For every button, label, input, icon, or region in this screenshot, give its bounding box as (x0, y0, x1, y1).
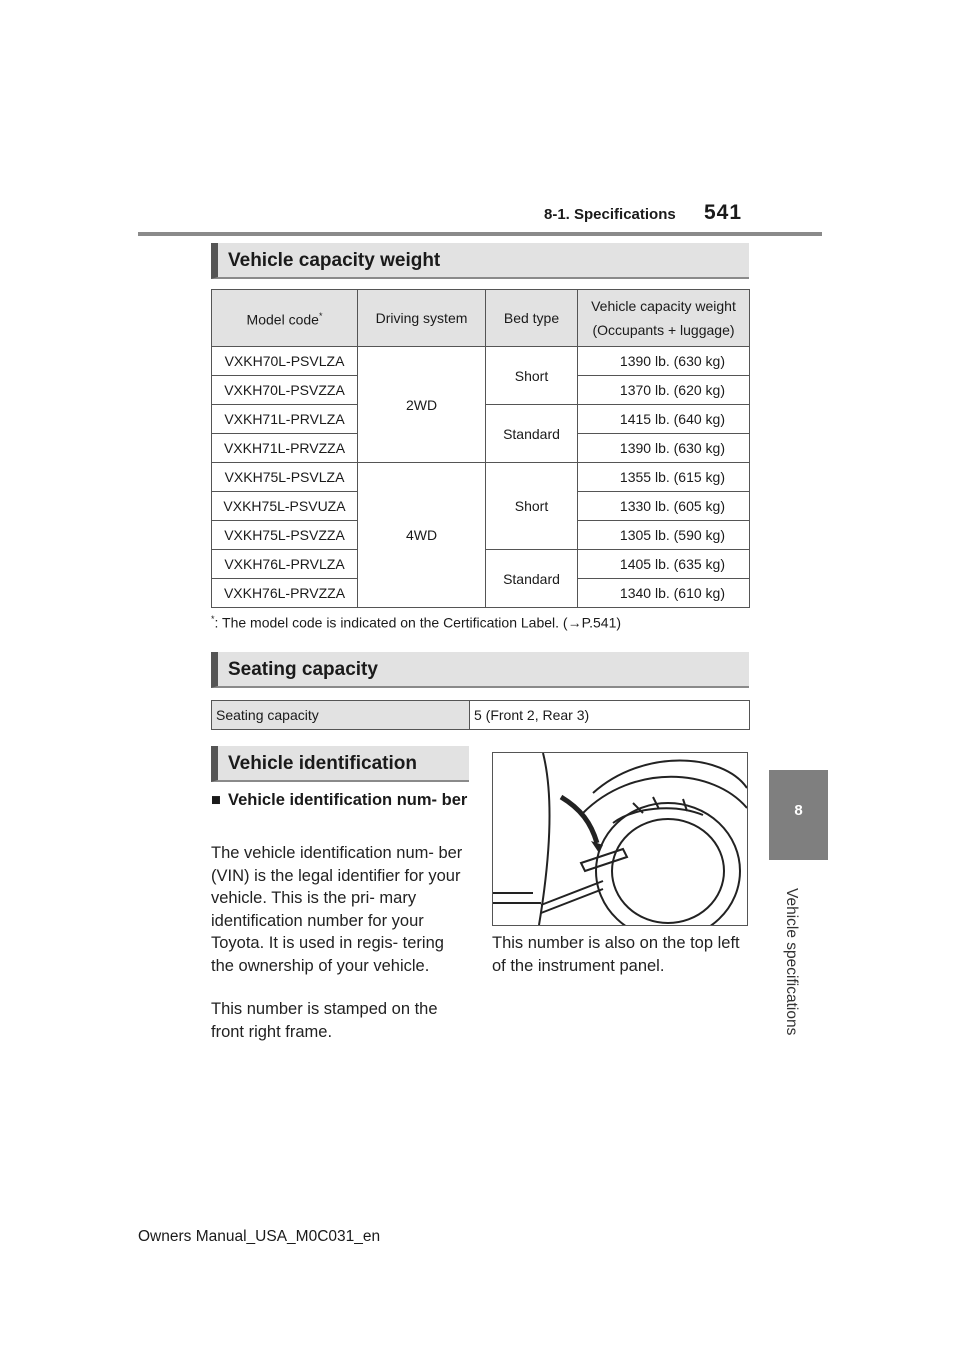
capacity-weight: 1330 lb. (605 kg) (578, 492, 750, 521)
footnote-marker: * (318, 311, 323, 322)
vin-location-illustration (492, 752, 748, 926)
capacity-weight: 1355 lb. (615 kg) (578, 463, 750, 492)
model-code: VXKH75L-PSVUZA (212, 492, 358, 521)
table-header-row (212, 290, 750, 347)
model-code: VXKH76L-PRVLZA (212, 550, 358, 579)
chapter-label: Vehicle specifications (783, 888, 800, 1036)
bed-type: Short (486, 463, 578, 550)
page-reference-link[interactable]: P.541) (581, 614, 622, 631)
footer-text: Owners Manual_USA_M0C031_en (138, 1228, 381, 1245)
bed-type: Short (486, 347, 578, 405)
capacity-weight: 1405 lb. (635 kg) (578, 550, 750, 579)
footnote-marker: * (211, 614, 215, 624)
model-code: VXKH75L-PSVLZA (212, 463, 358, 492)
frame-wheel-drawing (493, 753, 747, 925)
model-code: VXKH71L-PRVLZA (212, 405, 358, 434)
capacity-heading: Vehicle capacity weight (211, 243, 749, 279)
column-header-weight: Vehicle capacity weight (Occupants + luggage) (578, 290, 750, 347)
section-title: 8-1. Specifications (544, 206, 676, 223)
table-row (212, 347, 750, 376)
seating-value: 5 (Front 2, Rear 3) (470, 701, 750, 730)
capacity-weight: 1390 lb. (630 kg) (578, 434, 750, 463)
model-code: VXKH75L-PSVZZA (212, 521, 358, 550)
seating-heading: Seating capacity (211, 652, 749, 688)
model-code: VXKH70L-PSVZZA (212, 376, 358, 405)
column-header-driving: Driving system (358, 290, 486, 347)
seating-table (211, 700, 750, 730)
capacity-table (211, 289, 750, 608)
square-bullet-icon: ■ (211, 791, 221, 809)
vin-location-paragraph: This number is stamped on the front right frame. (211, 1000, 438, 1041)
capacity-weight: 1305 lb. (590 kg) (578, 521, 750, 550)
table-row (212, 463, 750, 492)
driving-system: 2WD (358, 347, 486, 463)
capacity-weight: 1390 lb. (630 kg) (578, 347, 750, 376)
header-rule (138, 232, 822, 236)
capacity-weight: 1340 lb. (610 kg) (578, 579, 750, 608)
seating-label: Seating capacity (212, 701, 470, 730)
column-header-bed: Bed type (486, 290, 578, 347)
vin-paragraph: The vehicle identification num- ber (VIN) is the legal identifier for your vehicle. This is the pri- mary identification number for your Toyota. It is used in regis- tering the ownership of your vehicle. (211, 844, 463, 975)
bed-type: Standard (486, 405, 578, 463)
vin-subheading: ■ Vehicle identification num- ber (211, 791, 468, 809)
driving-system: 4WD (358, 463, 486, 608)
footnote-text: : The model code is indicated on the Certification Label. ( (214, 614, 568, 631)
bed-type: Standard (486, 550, 578, 608)
model-code: VXKH70L-PSVLZA (212, 347, 358, 376)
chapter-number: 8 (794, 802, 803, 819)
column-header-model: Model code* (212, 290, 358, 347)
illustration-caption: This number is also on the top left of the instrument panel. (492, 934, 740, 975)
chapter-tab[interactable] (769, 770, 828, 860)
table-row (212, 701, 750, 730)
model-code: VXKH71L-PRVZZA (212, 434, 358, 463)
model-code: VXKH76L-PRVZZA (212, 579, 358, 608)
page-number: 541 (704, 201, 743, 224)
footnote (211, 614, 621, 631)
capacity-weight: 1370 lb. (620 kg) (578, 376, 750, 405)
capacity-weight: 1415 lb. (640 kg) (578, 405, 750, 434)
arrow-right-icon: → (567, 614, 582, 631)
identification-heading: Vehicle identification (211, 746, 469, 782)
